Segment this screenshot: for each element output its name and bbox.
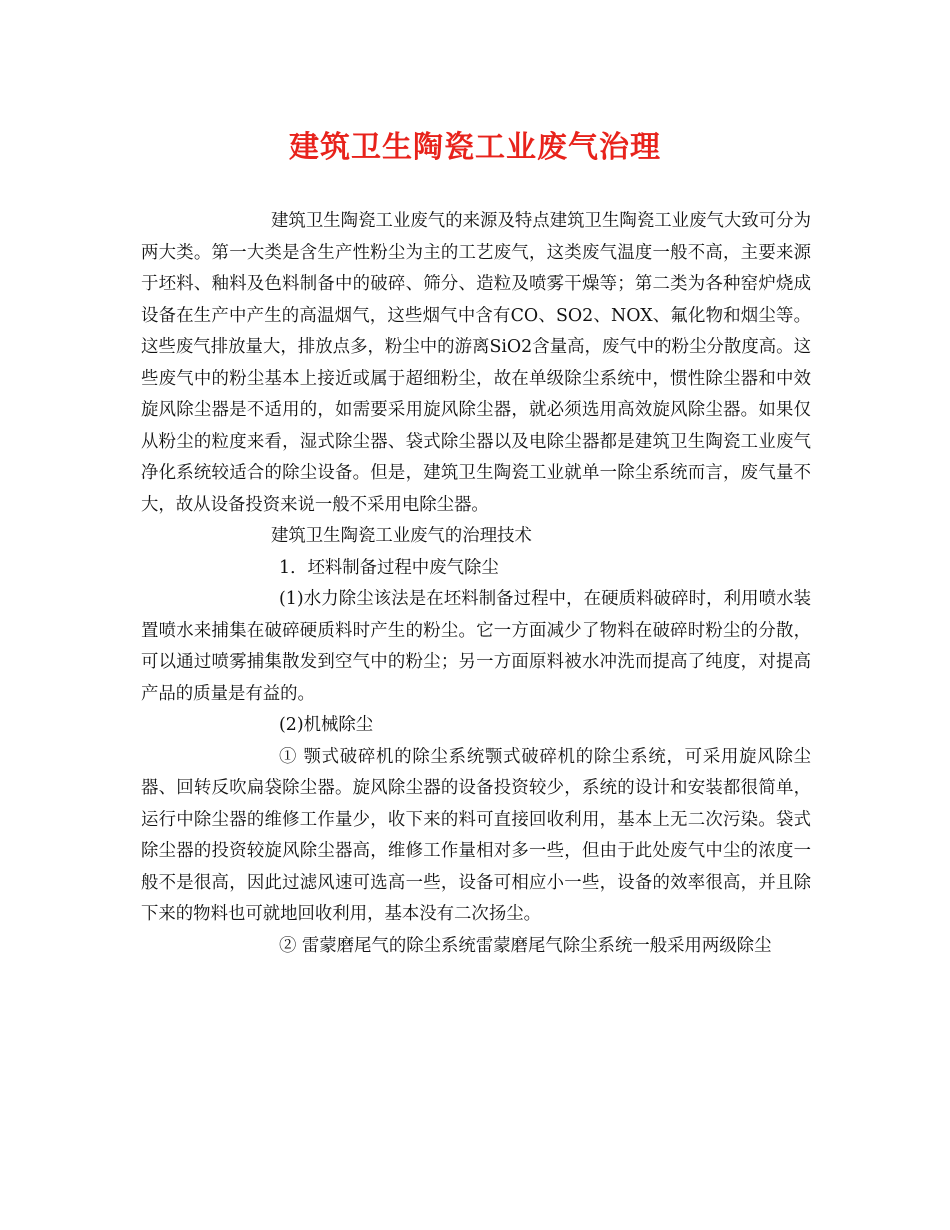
paragraph-hydraulic-dust: (1)水力除尘该法是在坯料制备过程中，在硬质料破碎时，利用喷水装置喷水来捕集在破碎硬质料时产生的粉尘。它一方面减少了物料在破碎时粉尘的分散，可以通过喷雾捕集散发到空气中的粉尘；另一方面原料被水冲洗而提高了纯度，对提高产品的质量是有益的。	[141, 589, 811, 704]
subheading-mechanical-dust: (2)机械除尘	[279, 715, 374, 735]
section-heading-treatment: 建筑卫生陶瓷工业废气的治理技术	[271, 526, 532, 546]
document-body	[141, 206, 811, 962]
subheading-body-prep: 1．坯料制备过程中废气除尘	[279, 557, 499, 578]
paragraph-sources: 建筑卫生陶瓷工业废气的来源及特点建筑卫生陶瓷工业废气大致可分为两大类。第一大类是含生产性粉尘为主的工艺废气，这类废气温度一般不高，主要来源于坯料、釉料及色料制备中的破碎、筛分、造粒及喷雾干燥等；第二类为各种窑炉烧成设备在生产中产生的高温烟气，这些烟气中含有CO、SO2、NOX、氟化物和烟尘等。这些废气排放量大，排放点多，粉尘中的游离SiO2含量高，废气中的粉尘分散度高。这些废气中的粉尘基本上接近或属于超细粉尘，故在单级除尘系统中，惯性除尘器和中效旋风除尘器是不适用的，如需要采用旋风除尘器，就必须选用高效旋风除尘器。如果仅从粉尘的粒度来看，湿式除尘器、袋式除尘器以及电除尘器都是建筑卫生陶瓷工业废气净化系统较适合的除尘设备。但是，建筑卫生陶瓷工业就单一除尘系统而言，废气量不大，故从设备投资来说一般不采用电除尘器。	[141, 211, 811, 515]
paragraph-jaw-crusher: ① 颚式破碎机的除尘系统颚式破碎机的除尘系统，可采用旋风除尘器、回转反吹扁袋除尘器。旋风除尘器的设备投资较少，系统的设计和安装都很简单，运行中除尘器的维修工作量少，收下来的料可直接回收利用，基本上无二次污染。袋式除尘器的投资较旋风除尘器高，维修工作量相对多一些，但由于此处废气中尘的浓度一般不是很高，因此过滤风速可选高一些，设备可相应小一些，设备的效率很高，并且除下来的物料也可就地回收利用，基本没有二次扬尘。	[141, 746, 811, 924]
document-title: 建筑卫生陶瓷工业废气治理	[289, 130, 661, 165]
paragraph-raymond-mill: ② 雷蒙磨尾气的除尘系统雷蒙磨尾气除尘系统一般采用两级除尘	[279, 935, 772, 956]
